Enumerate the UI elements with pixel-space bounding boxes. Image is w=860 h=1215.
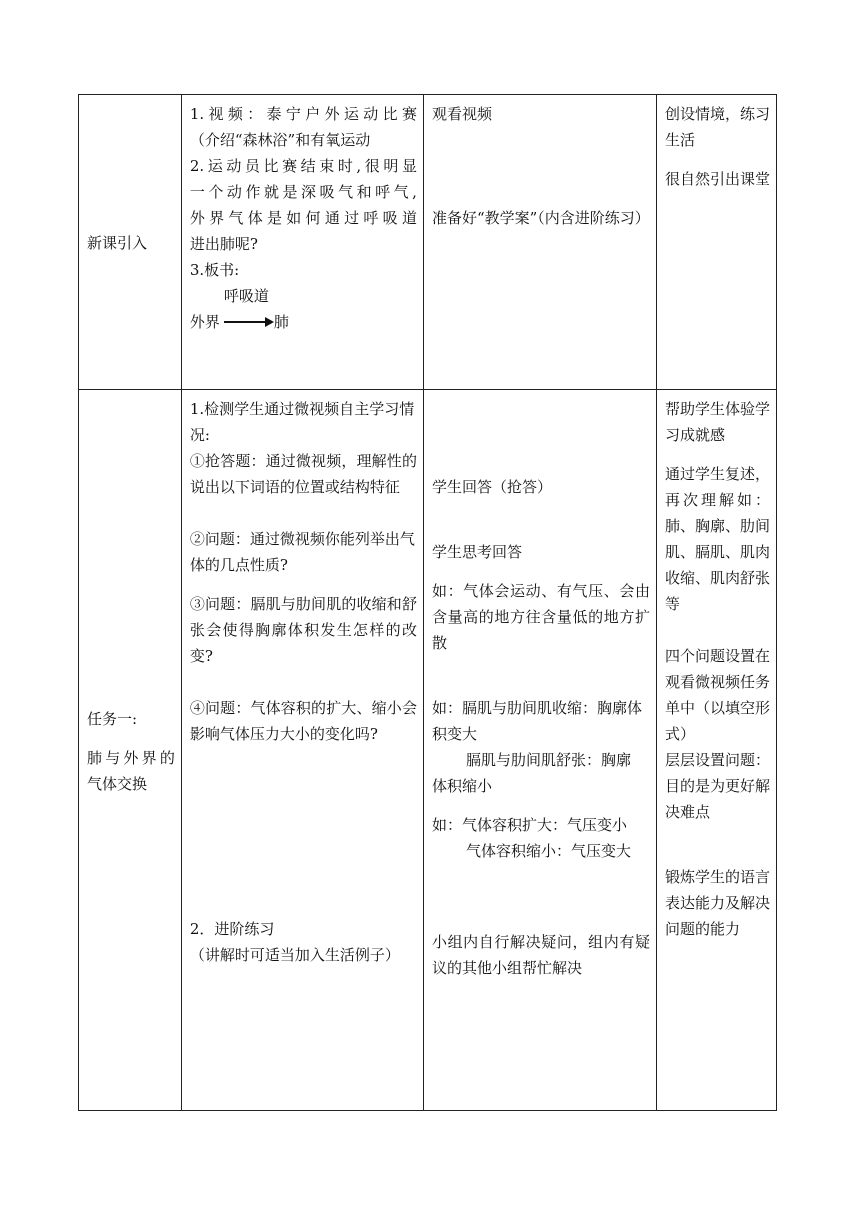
intent-line: 锻炼学生的语言表达能力及解决问题的能力 (664, 868, 770, 938)
student-line: 膈肌与肋间肌舒张：胸廓 (465, 751, 631, 769)
teacher-line: （讲解时可适当加入生活例子） (189, 946, 400, 964)
intent-cell (656, 95, 776, 390)
student-line: 学生思考回答 (431, 543, 522, 561)
right-arrow-icon (224, 321, 272, 323)
teacher-line: 1.检测学生通过微视频自主学习情况: (189, 400, 415, 444)
table-row (79, 95, 777, 390)
board-diagram (190, 309, 417, 335)
intent-line: 帮助学生体验学习成就感 (664, 400, 770, 444)
student-line: 体积缩小 (431, 777, 492, 795)
intent-cell (656, 390, 776, 1111)
teacher-line: ④问题：气体容积的扩大、缩小会影响气体压力大小的变化吗? (189, 699, 417, 743)
student-line: 如：膈肌与肋间肌收缩：胸廓体积变大 (431, 699, 642, 743)
student-line: 气体容积缩小：气压变大 (465, 842, 631, 860)
teacher-line: ①抢答题：通过微视频，理解性的说出以下词语的位置或结构特征 (189, 452, 417, 496)
board-top-label: 呼吸道 (223, 287, 269, 305)
intent-line: 四个问题设置在观看微视频任务单中（以填空形式） (664, 647, 770, 743)
stage-label: 新课引入 (87, 234, 148, 252)
intent-line: 很自然引出课堂 (664, 170, 770, 188)
student-line: 如：气体会运动、有气压、会由含量高的地方往含量低的地方扩散 (431, 582, 650, 652)
teacher-line: ③问题：膈肌与肋间肌的收缩和舒张会使得胸廓体积发生怎样的改变? (189, 595, 417, 665)
lesson-plan-table (78, 94, 777, 1111)
intent-line: 层层设置问题：目的是为更好解决难点 (664, 751, 770, 821)
stage-cell (79, 390, 182, 1111)
student-line: 学生回答（抢答） (431, 478, 552, 496)
student-activity-cell (423, 390, 656, 1111)
stage-label: 任务一: (87, 709, 138, 728)
student-line: 观看视频 (431, 105, 492, 123)
teacher-line: 2.运动员比赛结束时,很明显 (189, 157, 417, 175)
teacher-line: 1.视频：泰宁户外运动比赛 (189, 105, 417, 123)
teacher-line: 3.板书: (189, 261, 240, 279)
student-line: 准备好“教学案”（内含进阶练习） (431, 209, 650, 227)
intent-line: 创设情境，练习生活 (664, 105, 770, 149)
teacher-line: （介绍“森林浴”和有氧运动 (189, 131, 371, 149)
table-row (79, 390, 777, 1111)
student-line: 如：气体容积扩大：气压变小 (431, 816, 627, 834)
intent-line: 通过学生复述，再次理解如：肺、胸廓、肋间肌、膈肌、肌肉收缩、肌肉舒张等 (664, 465, 770, 613)
stage-label: 肺与外界的气体交换 (87, 748, 175, 793)
teacher-line: 进出肺呢? (189, 235, 258, 253)
teacher-activity-cell (181, 95, 423, 390)
teacher-line: 一个动作就是深吸气和呼气, (189, 183, 417, 201)
teacher-line: ②问题：通过微视频你能列举出气体的几点性质? (189, 530, 415, 574)
stage-cell (79, 95, 182, 390)
student-line: 小组内自行解决疑问，组内有疑议的其他小组帮忙解决 (431, 933, 650, 977)
teacher-line: 2．进阶练习 (189, 920, 275, 938)
board-right-label: 肺 (273, 313, 289, 331)
student-activity-cell (423, 95, 656, 390)
teacher-activity-cell (181, 390, 423, 1111)
board-left-label: 外界 (189, 313, 220, 331)
teacher-line: 外界气体是如何通过呼吸道 (189, 209, 417, 227)
